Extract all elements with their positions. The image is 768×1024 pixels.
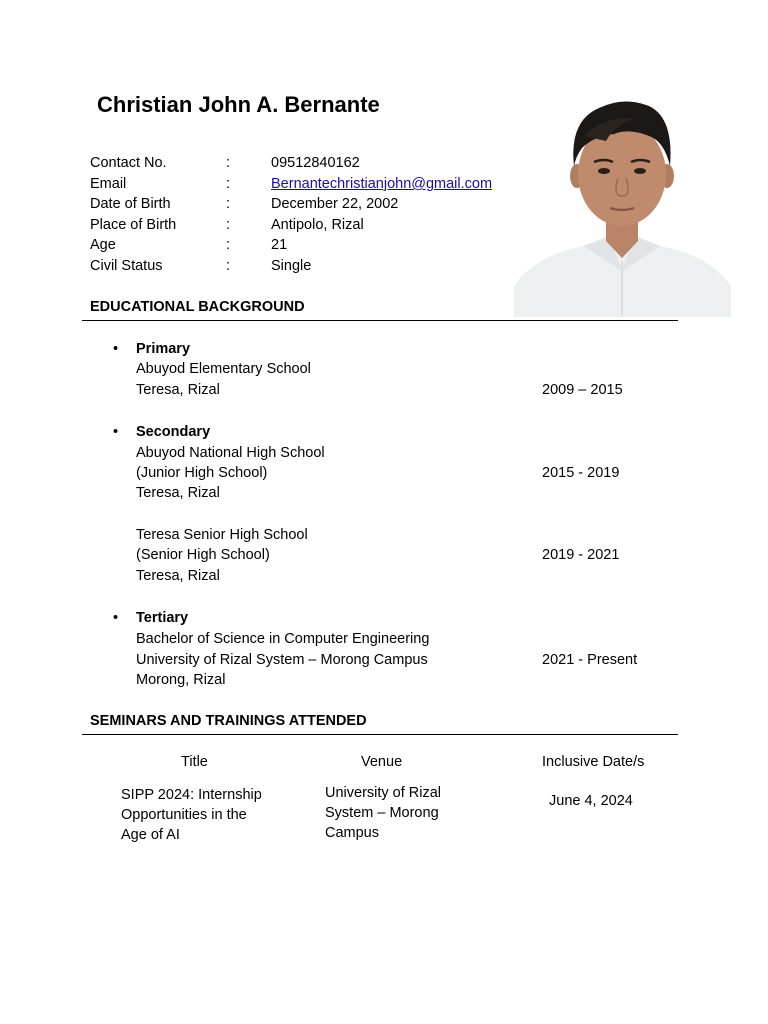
seminars-section-title: SEMINARS AND TRAININGS ATTENDED <box>90 713 367 729</box>
bullet-icon: • <box>113 341 119 357</box>
seminar-date-cell: June 4, 2024 <box>549 793 633 809</box>
civil-status: Single <box>271 258 312 274</box>
info-label: Contact No. <box>90 155 167 171</box>
info-label: Place of Birth <box>90 217 177 233</box>
info-separator: : <box>226 237 231 253</box>
seminars-header-date: Inclusive Date/s <box>542 754 645 770</box>
contact-number: 09512840162 <box>271 155 360 171</box>
info-row-civil-status <box>90 258 530 278</box>
info-separator: : <box>226 196 231 212</box>
age-value: 21 <box>271 237 288 253</box>
seminar-title-line: Age of AI <box>121 827 180 843</box>
date-of-birth: December 22, 2002 <box>271 196 399 212</box>
info-label: Civil Status <box>90 258 163 274</box>
education-level-primary: Primary <box>136 341 191 357</box>
bullet-icon: • <box>113 424 119 440</box>
seminar-venue-cell <box>325 783 505 843</box>
seminar-venue-line: Campus <box>325 825 379 841</box>
jhs-school-name: Abuyod National High School <box>136 445 325 461</box>
info-separator: : <box>226 217 231 233</box>
seminar-venue-line: University of Rizal <box>325 785 442 801</box>
jhs-place: Teresa, Rizal <box>136 485 220 501</box>
seminar-title-line: Opportunities in the <box>121 807 247 823</box>
bullet-icon: • <box>113 610 119 626</box>
primary-school-name: Abuyod Elementary School <box>136 361 311 377</box>
education-level-tertiary: Tertiary <box>136 610 189 626</box>
info-row-pob <box>90 217 530 237</box>
info-row-dob <box>90 196 530 216</box>
section-divider <box>82 320 678 321</box>
place-of-birth: Antipolo, Rizal <box>271 217 364 233</box>
info-row-email <box>90 176 530 196</box>
info-row-contact <box>90 155 530 175</box>
info-row-age <box>90 237 530 257</box>
tertiary-degree: Bachelor of Science in Computer Engineering <box>136 631 430 647</box>
info-label: Email <box>90 176 127 192</box>
tertiary-school-name: University of Rizal System – Morong Campus <box>136 652 428 668</box>
tertiary-years: 2021 - Present <box>542 652 638 668</box>
resume-name: Christian John A. Bernante <box>97 92 380 117</box>
seminars-header-venue: Venue <box>361 754 403 770</box>
tertiary-place: Morong, Rizal <box>136 672 226 688</box>
person-portrait-icon <box>514 96 731 317</box>
shs-years: 2019 - 2021 <box>542 547 620 563</box>
education-section-title: EDUCATIONAL BACKGROUND <box>90 299 305 315</box>
info-label: Age <box>90 237 116 253</box>
shs-note: (Senior High School) <box>136 547 270 563</box>
info-separator: : <box>226 155 231 171</box>
education-level-secondary: Secondary <box>136 424 211 440</box>
jhs-years: 2015 - 2019 <box>542 465 620 481</box>
info-separator: : <box>226 258 231 274</box>
jhs-note: (Junior High School) <box>136 465 268 481</box>
primary-school-place: Teresa, Rizal <box>136 382 220 398</box>
seminar-title-cell <box>121 785 301 845</box>
shs-place: Teresa, Rizal <box>136 568 220 584</box>
section-divider <box>82 734 678 735</box>
info-label: Date of Birth <box>90 196 171 212</box>
seminar-title-line: SIPP 2024: Internship <box>121 787 262 803</box>
profile-photo <box>514 96 731 317</box>
seminar-venue-line: System – Morong <box>325 805 439 821</box>
info-separator: : <box>226 176 231 192</box>
seminars-header-title: Title <box>181 754 208 770</box>
primary-years: 2009 – 2015 <box>542 382 623 398</box>
shs-school-name: Teresa Senior High School <box>136 527 308 543</box>
email-link[interactable]: Bernantechristianjohn@gmail.com <box>271 176 493 192</box>
